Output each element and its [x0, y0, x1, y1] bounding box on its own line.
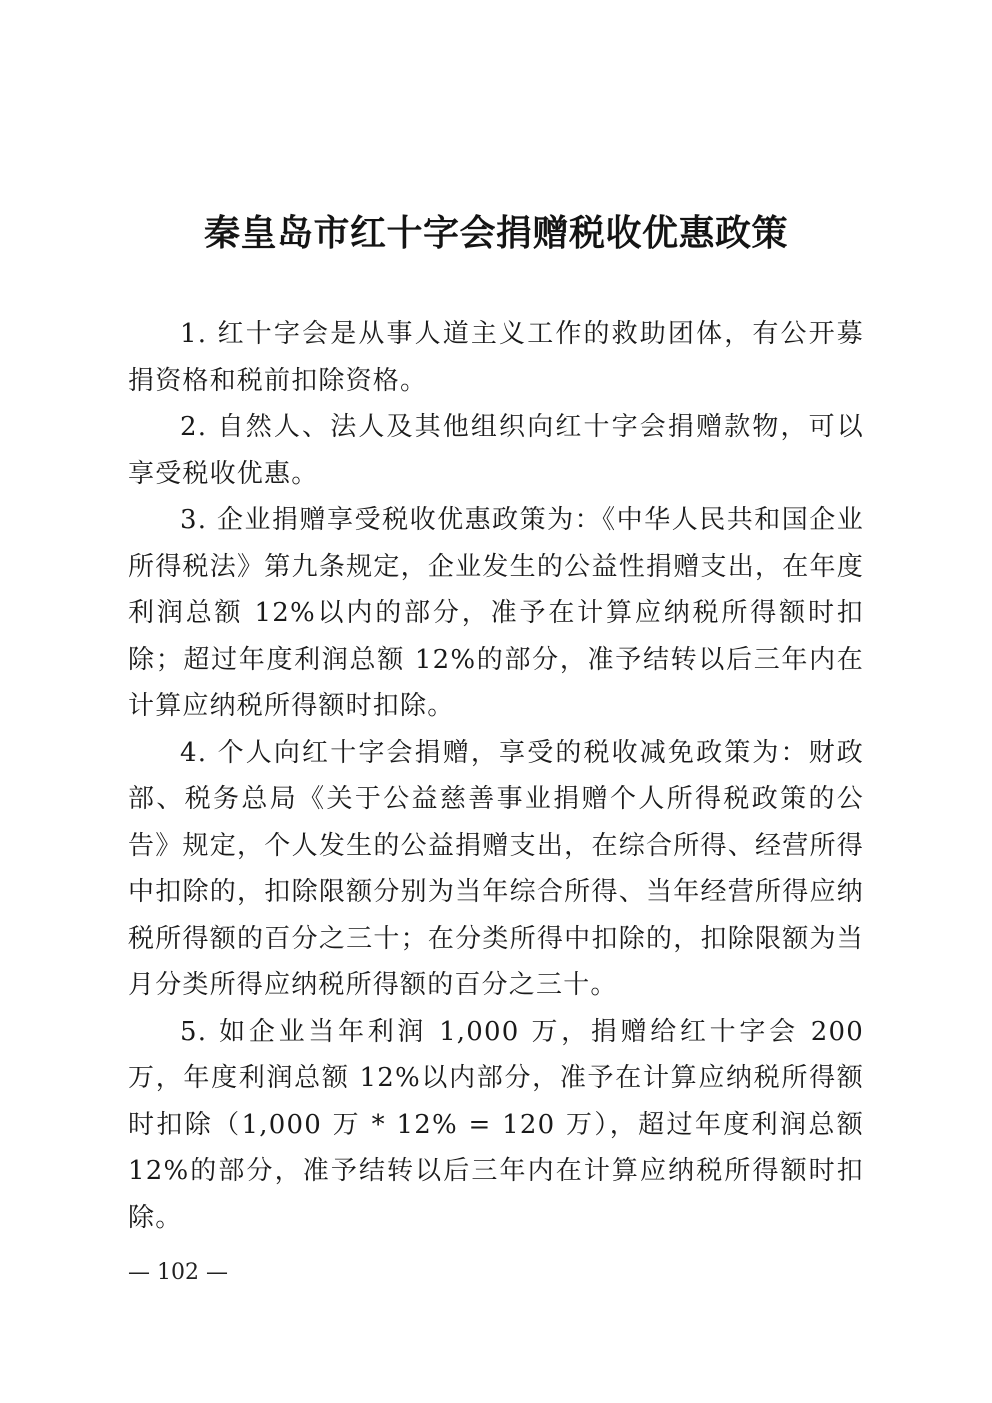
document-body	[128, 311, 864, 1241]
page-title: 秦皇岛市红十字会捐赠税收优惠政策	[203, 213, 788, 255]
page-number: — 102 —	[128, 1260, 228, 1285]
paragraph-3: 3. 企业捐赠享受税收优惠政策为：《中华人民共和国企业所得税法》第九条规定，企业发生的公益性捐赠支出，在年度利润总额 12%以内的部分，准予在计算应纳税所得额时扣除；超过年度利润总额 12%的部分，准予结转以后三年内在计算应纳税所得额时扣除。	[128, 505, 864, 721]
paragraph-4: 4. 个人向红十字会捐赠，享受的税收减免政策为：财政部、税务总局《关于公益慈善事业捐赠个人所得税政策的公告》规定，个人发生的公益捐赠支出，在综合所得、经营所得中扣除的，扣除限额分别为当年综合所得、当年经营所得应纳税所得额的百分之三十；在分类所得中扣除的，扣除限额为当月分类所得应纳税所得额的百分之三十。	[128, 737, 864, 1000]
paragraph-2: 2. 自然人、法人及其他组织向红十字会捐赠款物，可以享受税收优惠。	[128, 412, 864, 489]
paragraph-5: 5. 如企业当年利润 1,000 万，捐赠给红十字会 200 万，年度利润总额 12%以内部分，准予在计算应纳税所得额时扣除（1,000 万 * 12% = 120 万），超过年度利润总额 12%的部分，准予结转以后三年内在计算应纳税所得额时扣除。	[128, 1016, 864, 1233]
paragraph-1: 1. 红十字会是从事人道主义工作的救助团体，有公开募捐资格和税前扣除资格。	[128, 319, 864, 396]
